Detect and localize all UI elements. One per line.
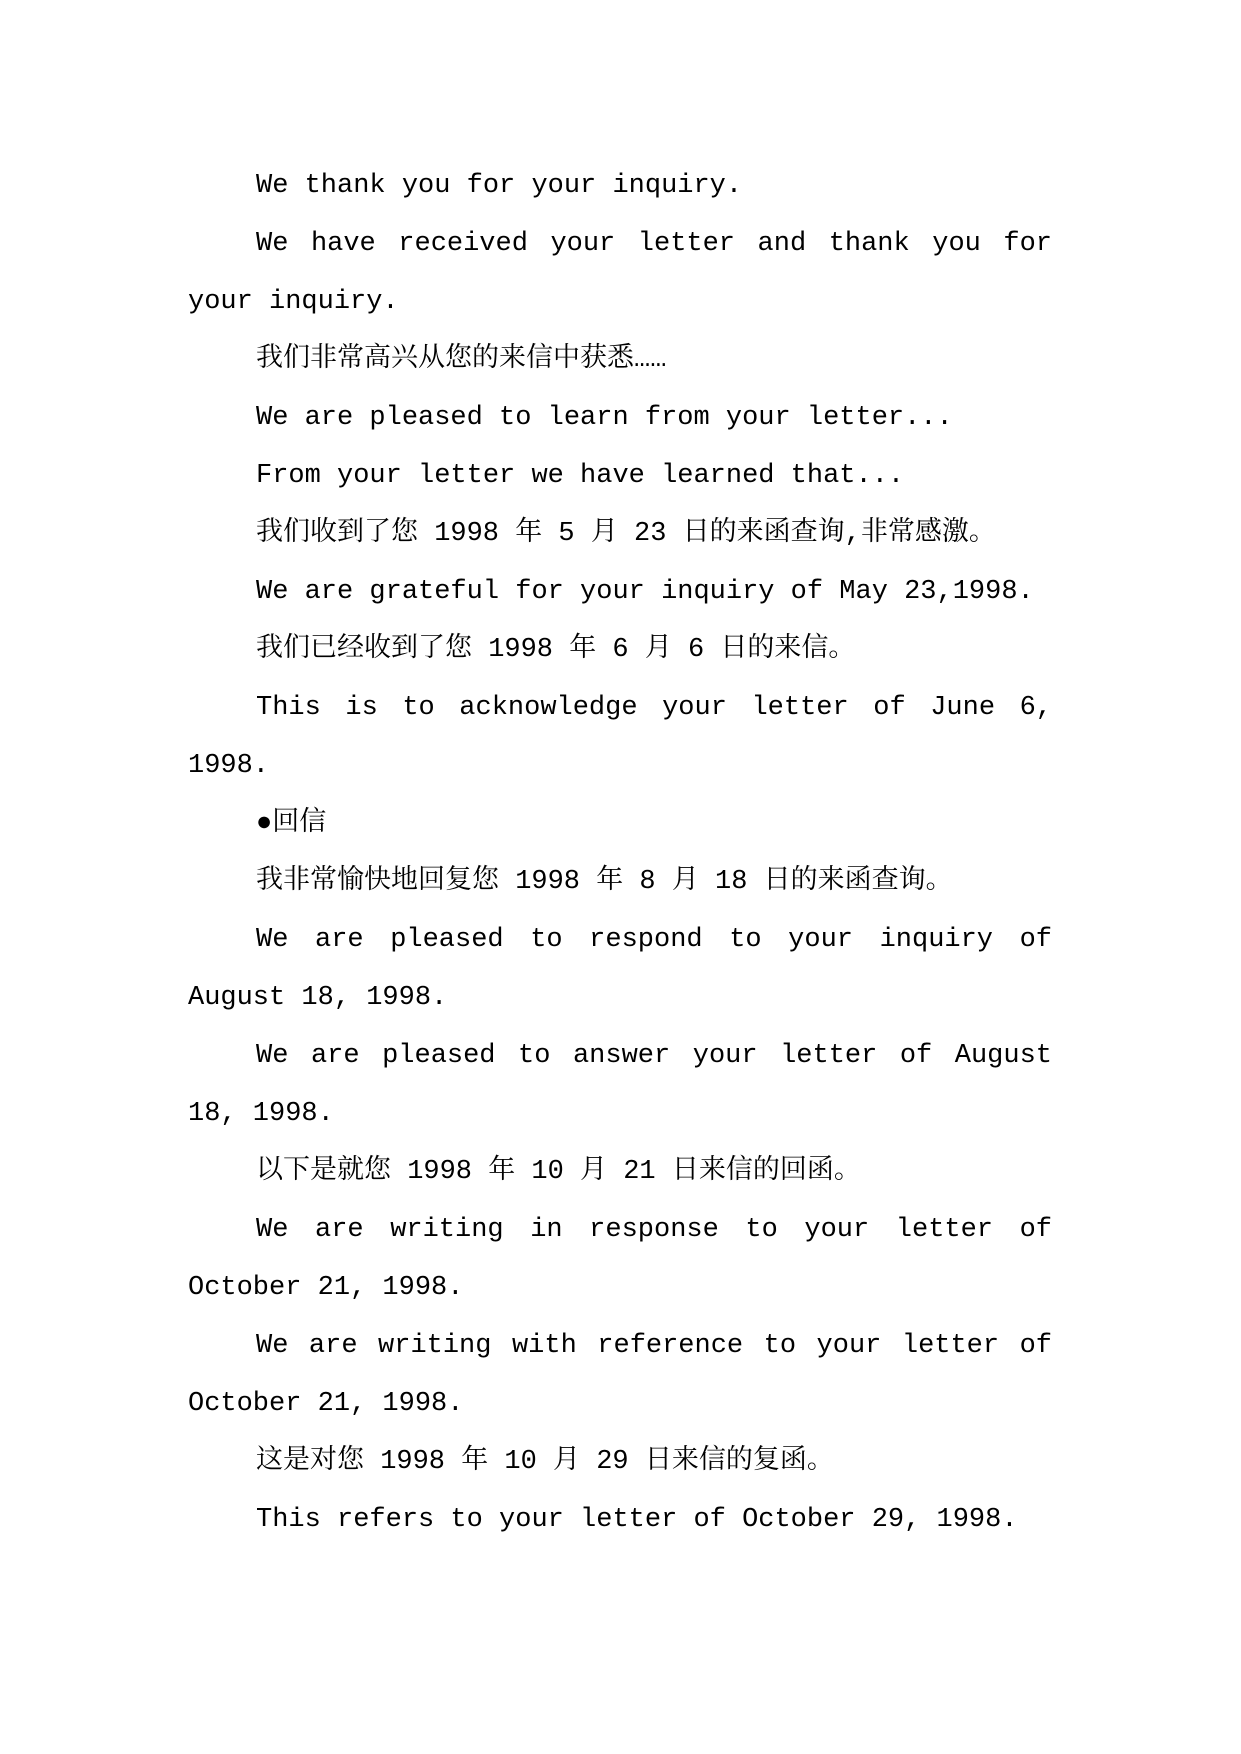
document-paragraph: 我非常愉快地回复您 1998 年 8 月 18 日的来函查询。: [256, 867, 953, 897]
document-paragraph: We have received your letter and thank you for your inquiry.: [188, 229, 1052, 317]
document-paragraph-bullet-heading: ●回信: [256, 809, 327, 839]
document-paragraph: We are grateful for your inquiry of May 23,1998.: [256, 577, 1034, 607]
document-paragraph: This is to acknowledge your letter of June 6, 1998.: [188, 693, 1052, 781]
document-paragraph: 这是对您 1998 年 10 月 29 日来信的复函。: [256, 1447, 834, 1477]
document-paragraph: 我们非常高兴从您的来信中获悉……: [256, 345, 667, 375]
document-paragraph: We are writing in response to your letter of October 21, 1998.: [188, 1215, 1052, 1303]
document-paragraph: This refers to your letter of October 29, 1998.: [256, 1505, 1018, 1535]
document-paragraph: 我们收到了您 1998 年 5 月 23 日的来函查询,非常感激。: [256, 519, 996, 549]
document-content: [188, 157, 1052, 1549]
document-paragraph: We thank you for your inquiry.: [256, 171, 743, 201]
document-paragraph: 我们已经收到了您 1998 年 6 月 6 日的来信。: [256, 635, 856, 665]
document-paragraph: We are pleased to answer your letter of August 18, 1998.: [188, 1041, 1052, 1129]
document-paragraph: We are pleased to respond to your inquiry of August 18, 1998.: [188, 925, 1052, 1013]
document-paragraph: From your letter we have learned that...: [256, 461, 905, 491]
document-paragraph: We are pleased to learn from your letter...: [256, 403, 953, 433]
document-paragraph: We are writing with reference to your letter of October 21, 1998.: [188, 1331, 1052, 1419]
document-paragraph: 以下是就您 1998 年 10 月 21 日来信的回函。: [256, 1157, 861, 1187]
